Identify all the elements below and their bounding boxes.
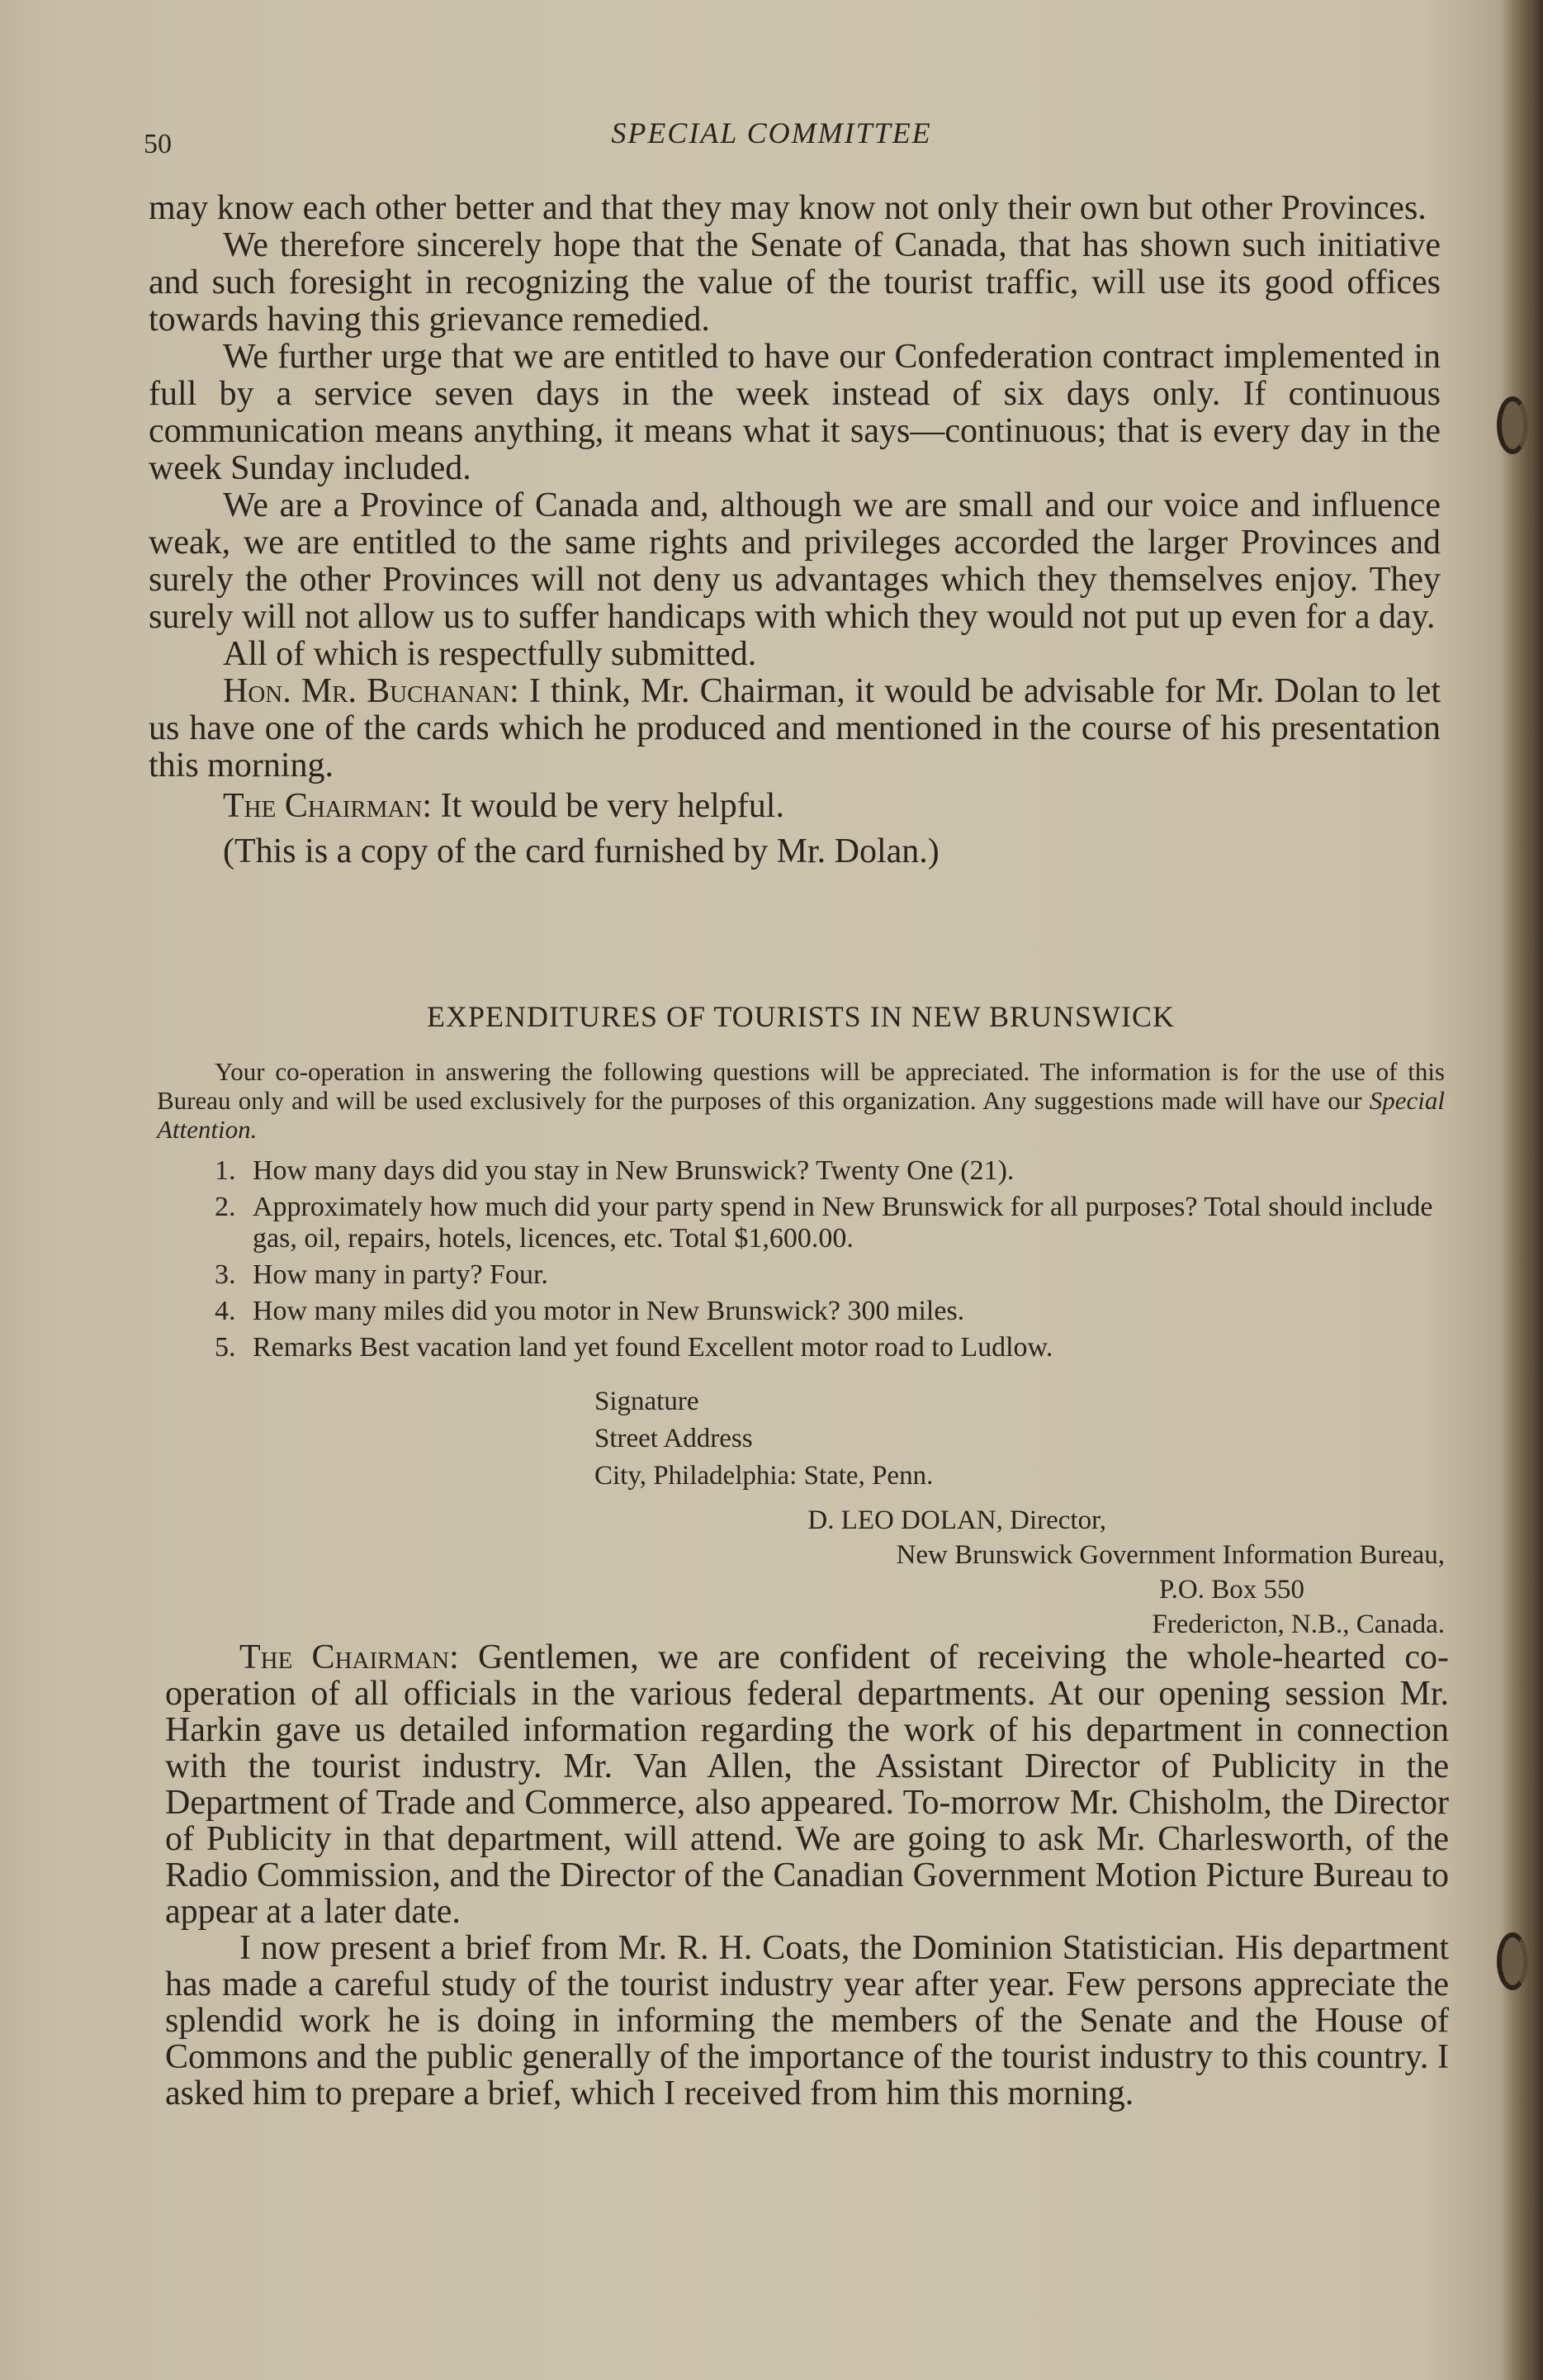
card-intro: Your co-operation in answering the following questions will be appreciated. The information is for the use of this Bureau only and will be used exclusively for the purposes of this organization. Any suggestions made will have our Special Attention.: [157, 1057, 1446, 1144]
tourist-card: [157, 999, 1445, 1642]
book-spine: [1502, 0, 1543, 2380]
paragraph: [149, 673, 1441, 785]
paragraph: may know each other better and that they may know not only their own but other Provinces.: [149, 189, 1427, 227]
question-item: 5. Remarks Best vacation land yet found Excellent motor road to Ludlow.: [215, 1332, 1053, 1363]
question-item: 2. Approximately how much did your party spend in New Brunswick for all purposes? Total should include gas, oil, repairs, hotels, licences, etc. Total $1,600.00.: [215, 1192, 1433, 1254]
paragraph: [149, 788, 1441, 825]
location: Fredericton, N.B., Canada.: [1152, 1610, 1445, 1639]
speaker-name: The Chairman:: [223, 787, 433, 825]
paragraph: All of which is respectfully submitted.: [223, 635, 757, 673]
paragraph: We are a Province of Canada and, although we are small and our voice and influence weak, we are entitled to the same rights and privileges accorded the larger Provinces and surely the other Provinces will not deny us advantages which they themselves enjoy. They surely will not allow us to suffer handicaps with which they would not put up even for a day.: [149, 486, 1441, 636]
bureau-name: New Brunswick Government Information Bureau,: [896, 1540, 1445, 1570]
speaker-name: The Chairman:: [239, 1638, 459, 1676]
speech-text: I think, Mr. Chairman, it would be advisable for Mr. Dolan to let us have one of the cards which he produced and mentioned in the course of his presentation this morning.: [149, 672, 1441, 785]
question-item: 4. How many miles did you motor in New Brunswick? 300 miles.: [215, 1296, 965, 1326]
page-number: 50: [144, 129, 172, 159]
paragraph: [165, 1639, 1449, 1930]
speaker-name: Hon. Mr. Buchanan:: [223, 672, 519, 710]
body-text-top: [149, 190, 1441, 870]
speech-text: Gentlemen, we are confident of receiving the whole-hearted co-operation of all officials in the various federal departments. At our opening session Mr. Harkin gave us detailed information regarding the work of his department in connection with the tourist industry. Mr. Van Allen, the Assistant Director of Publicity in the Department of Trade and Commerce, also appeared. To-morrow Mr. Chisholm, the Director of Publicity in that department, will attend. We are going to ask Mr. Charlesworth, of the Radio Commission, and the Director of the Canadian Government Motion Picture Bureau to appear at a later date.: [165, 1638, 1449, 1931]
paragraph: (This is a copy of the card furnished by Mr. Dolan.): [223, 832, 940, 870]
binding-ring: [1497, 396, 1528, 454]
paragraph: We further urge that we are entitled to have our Confederation contract implemented in full by a service seven days in the week instead of six days only. If continuous communication means anything, it means what it says—continuous; that is every day in the week Sunday included.: [149, 338, 1441, 487]
director-block: [157, 1503, 1445, 1642]
binding-ring: [1497, 1932, 1528, 1990]
card-title: EXPENDITURES OF TOURISTS IN NEW BRUNSWICK: [426, 1000, 1176, 1033]
director-name: D. LEO DOLAN, Director,: [807, 1505, 1106, 1535]
signature-line: Signature: [594, 1387, 699, 1416]
question-item: 3. How many in party? Four.: [215, 1259, 548, 1290]
po-box: P.O. Box 550: [1158, 1575, 1304, 1605]
paragraph: We therefore sincerely hope that the Senate of Canada, that has shown such initiative and such foresight in recognizing the value of the tourist traffic, will use its good offices towards having this grievance remedied.: [149, 226, 1441, 339]
emphasis: Special Attention.: [157, 1086, 1446, 1144]
street-line: Street Address: [594, 1424, 753, 1453]
speech-text: It would be very helpful.: [432, 787, 784, 825]
city-line: City, Philadelphia: State, Penn.: [594, 1461, 934, 1491]
question-item: 1. How many days did you stay in New Brunswick? Twenty One (21).: [215, 1155, 1015, 1186]
paragraph: I now present a brief from Mr. R. H. Coats, the Dominion Statistician. His department has made a careful study of the tourist industry year after year. Few persons appreciate the splendid work he is doing in informing the members of the Senate and the House of Commons and the public generally of the importance of the tourist industry to this country. I asked him to prepare a brief, which I received from him this morning.: [165, 1929, 1449, 2112]
running-head: SPECIAL COMMITTEE: [611, 116, 932, 149]
body-text-bottom: [165, 1639, 1449, 2112]
